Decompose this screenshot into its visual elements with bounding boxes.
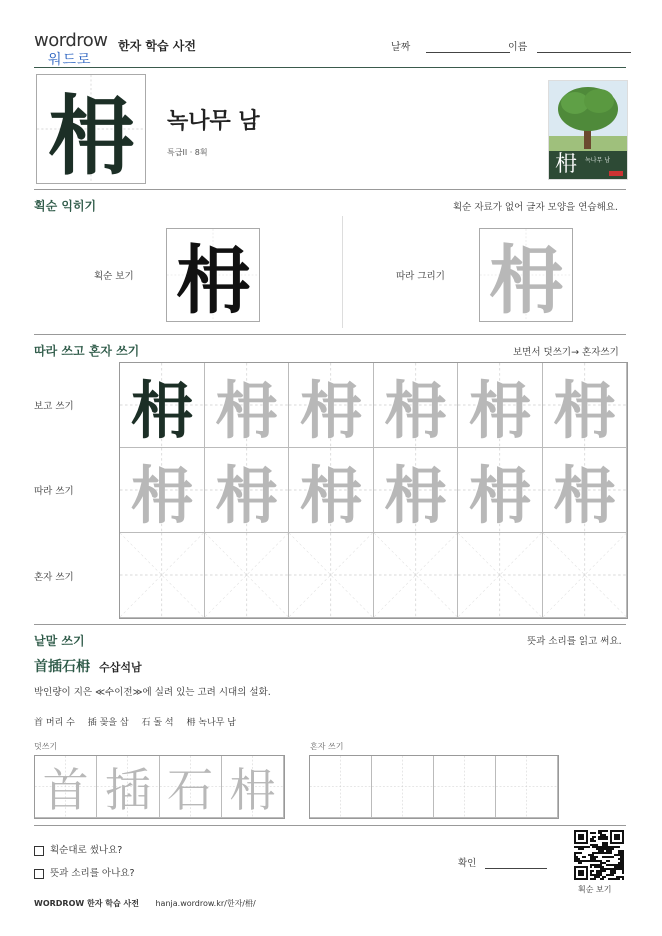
date-field xyxy=(391,38,510,53)
practice-cell[interactable] xyxy=(205,533,290,618)
word-reading: 수삽석남 xyxy=(99,661,142,674)
practice-cell[interactable] xyxy=(120,363,205,448)
practice-cell[interactable] xyxy=(205,363,290,448)
practice-char: 枏 xyxy=(299,373,362,447)
word-trace-char: 首 xyxy=(42,762,89,817)
stroke-section-title: 획순 익히기 xyxy=(34,199,97,213)
practice-cell[interactable] xyxy=(458,363,543,448)
practice-char: 枏 xyxy=(384,373,447,447)
words-section-note: 뜻과 소리를 읽고 써요. xyxy=(527,636,622,647)
practice-section-title: 따라 쓰고 혼자 쓰기 xyxy=(34,344,140,358)
word-cell[interactable] xyxy=(372,756,434,818)
practice-cell[interactable] xyxy=(458,533,543,618)
confirm-input-line[interactable] xyxy=(485,858,547,869)
practice-cell[interactable] xyxy=(120,448,205,533)
gloss-item: 插 꽂을 삽 xyxy=(87,718,129,728)
word-description: 박인량이 지은 ≪수이전≫에 실려 있는 고려 시대의 설화. xyxy=(34,687,271,698)
stroke-trace-label: 따라 그리기 xyxy=(396,271,445,282)
practice-char: 枏 xyxy=(468,458,531,532)
practice-cell[interactable] xyxy=(458,448,543,533)
stroke-divider xyxy=(342,216,343,328)
date-label: 날짜 xyxy=(391,42,411,53)
qr-code[interactable] xyxy=(574,830,624,880)
words-bottom-divider xyxy=(34,825,626,826)
qr-label: 획순 보기 xyxy=(578,885,612,894)
confirm-label: 확인 xyxy=(458,858,477,869)
hero-meaning: 녹나무 남 xyxy=(167,109,260,134)
stroke-view-label: 획순 보기 xyxy=(94,271,134,282)
practice-section-note: 보면서 덧쓰기→ 혼자쓰기 xyxy=(513,347,619,358)
practice-cell[interactable] xyxy=(289,363,374,448)
words-section-title: 낱말 쓰기 xyxy=(34,634,85,648)
name-label: 이름 xyxy=(508,42,528,53)
row-label-solo: 혼자 쓰기 xyxy=(34,572,74,583)
practice-char: 枏 xyxy=(215,458,278,532)
footer xyxy=(34,898,256,909)
tree-illustration xyxy=(548,80,628,180)
word-hanja: 首插石枏 xyxy=(34,659,90,675)
practice-char: 枏 xyxy=(468,373,531,447)
practice-char: 枏 xyxy=(130,373,193,447)
row-label-trace: 따라 쓰기 xyxy=(34,486,74,497)
stroke-section-note: 획순 자료가 없어 글자 모양을 연습해요. xyxy=(453,202,618,213)
practice-cell[interactable] xyxy=(120,533,205,618)
word-trace-char: 枏 xyxy=(229,762,276,817)
gloss-item: 首 머리 수 xyxy=(34,718,75,728)
practice-char: 枏 xyxy=(299,458,362,532)
word-cell[interactable] xyxy=(222,756,284,818)
stroke-view-char: 枏 xyxy=(176,238,250,324)
gloss-item: 石 돌 석 xyxy=(141,718,174,728)
practice-cell[interactable] xyxy=(543,363,628,448)
logo-korean: 워드로 xyxy=(48,52,92,68)
stroke-bottom-divider xyxy=(34,334,626,335)
thumb-title: 녹나무 남 xyxy=(585,157,611,164)
stroke-view-box xyxy=(166,228,260,322)
word-cell[interactable] xyxy=(496,756,558,818)
footer-brand: WORDROW 한자 학습 사전 xyxy=(34,899,139,908)
name-field xyxy=(508,38,631,53)
word-trace-grid xyxy=(34,755,285,819)
word-heading xyxy=(34,656,142,676)
practice-cell[interactable] xyxy=(289,448,374,533)
hero-divider xyxy=(34,189,626,190)
check-item[interactable]: 획순대로 썼나요? xyxy=(34,842,122,856)
word-cell[interactable] xyxy=(434,756,496,818)
checkbox-stroke-order[interactable] xyxy=(34,846,44,856)
check-item[interactable]: 뜻과 소리를 아나요? xyxy=(34,865,135,879)
date-input-line[interactable] xyxy=(426,42,510,53)
practice-cell[interactable] xyxy=(374,363,459,448)
word-solo-label: 혼자 쓰기 xyxy=(310,742,344,751)
confirm-field xyxy=(458,855,547,869)
practice-cell[interactable] xyxy=(374,448,459,533)
thumb-char: 枏 xyxy=(555,152,578,177)
page-title: 한자 학습 사전 xyxy=(118,39,196,53)
word-cell[interactable] xyxy=(310,756,372,818)
practice-bottom-divider xyxy=(34,624,626,625)
practice-cell[interactable] xyxy=(374,533,459,618)
practice-grid xyxy=(119,362,628,619)
name-input-line[interactable] xyxy=(537,42,631,53)
practice-cell[interactable] xyxy=(205,448,290,533)
word-cell[interactable] xyxy=(160,756,222,818)
gloss-list xyxy=(34,715,236,728)
hero-char: 枏 xyxy=(48,86,134,187)
practice-cell[interactable] xyxy=(543,533,628,618)
checkbox-meaning[interactable] xyxy=(34,869,44,879)
practice-char: 枏 xyxy=(130,458,193,532)
hero-level: 특급II · 8획 xyxy=(167,148,208,157)
word-trace-label: 덧쓰기 xyxy=(34,742,58,751)
word-cell[interactable] xyxy=(97,756,159,818)
practice-char: 枏 xyxy=(553,373,616,447)
hero-char-box xyxy=(36,74,146,187)
word-trace-char: 插 xyxy=(104,762,151,817)
practice-char: 枏 xyxy=(215,373,278,447)
word-cell[interactable] xyxy=(35,756,97,818)
logo-text: wordrow xyxy=(34,30,108,51)
word-solo-grid xyxy=(309,755,559,819)
footer-url[interactable]: hanja.wordrow.kr/한자/枏/ xyxy=(155,899,256,908)
word-trace-char: 石 xyxy=(167,762,214,817)
gloss-item: 枏 녹나무 남 xyxy=(186,718,236,728)
row-label-view: 보고 쓰기 xyxy=(34,401,74,412)
practice-char: 枏 xyxy=(384,458,447,532)
practice-char: 枏 xyxy=(553,458,616,532)
wordrow-logo xyxy=(34,30,114,68)
stroke-trace-box[interactable] xyxy=(479,228,573,322)
practice-cell[interactable] xyxy=(543,448,628,533)
practice-cell[interactable] xyxy=(289,533,374,618)
stroke-trace-char: 枏 xyxy=(489,238,563,324)
